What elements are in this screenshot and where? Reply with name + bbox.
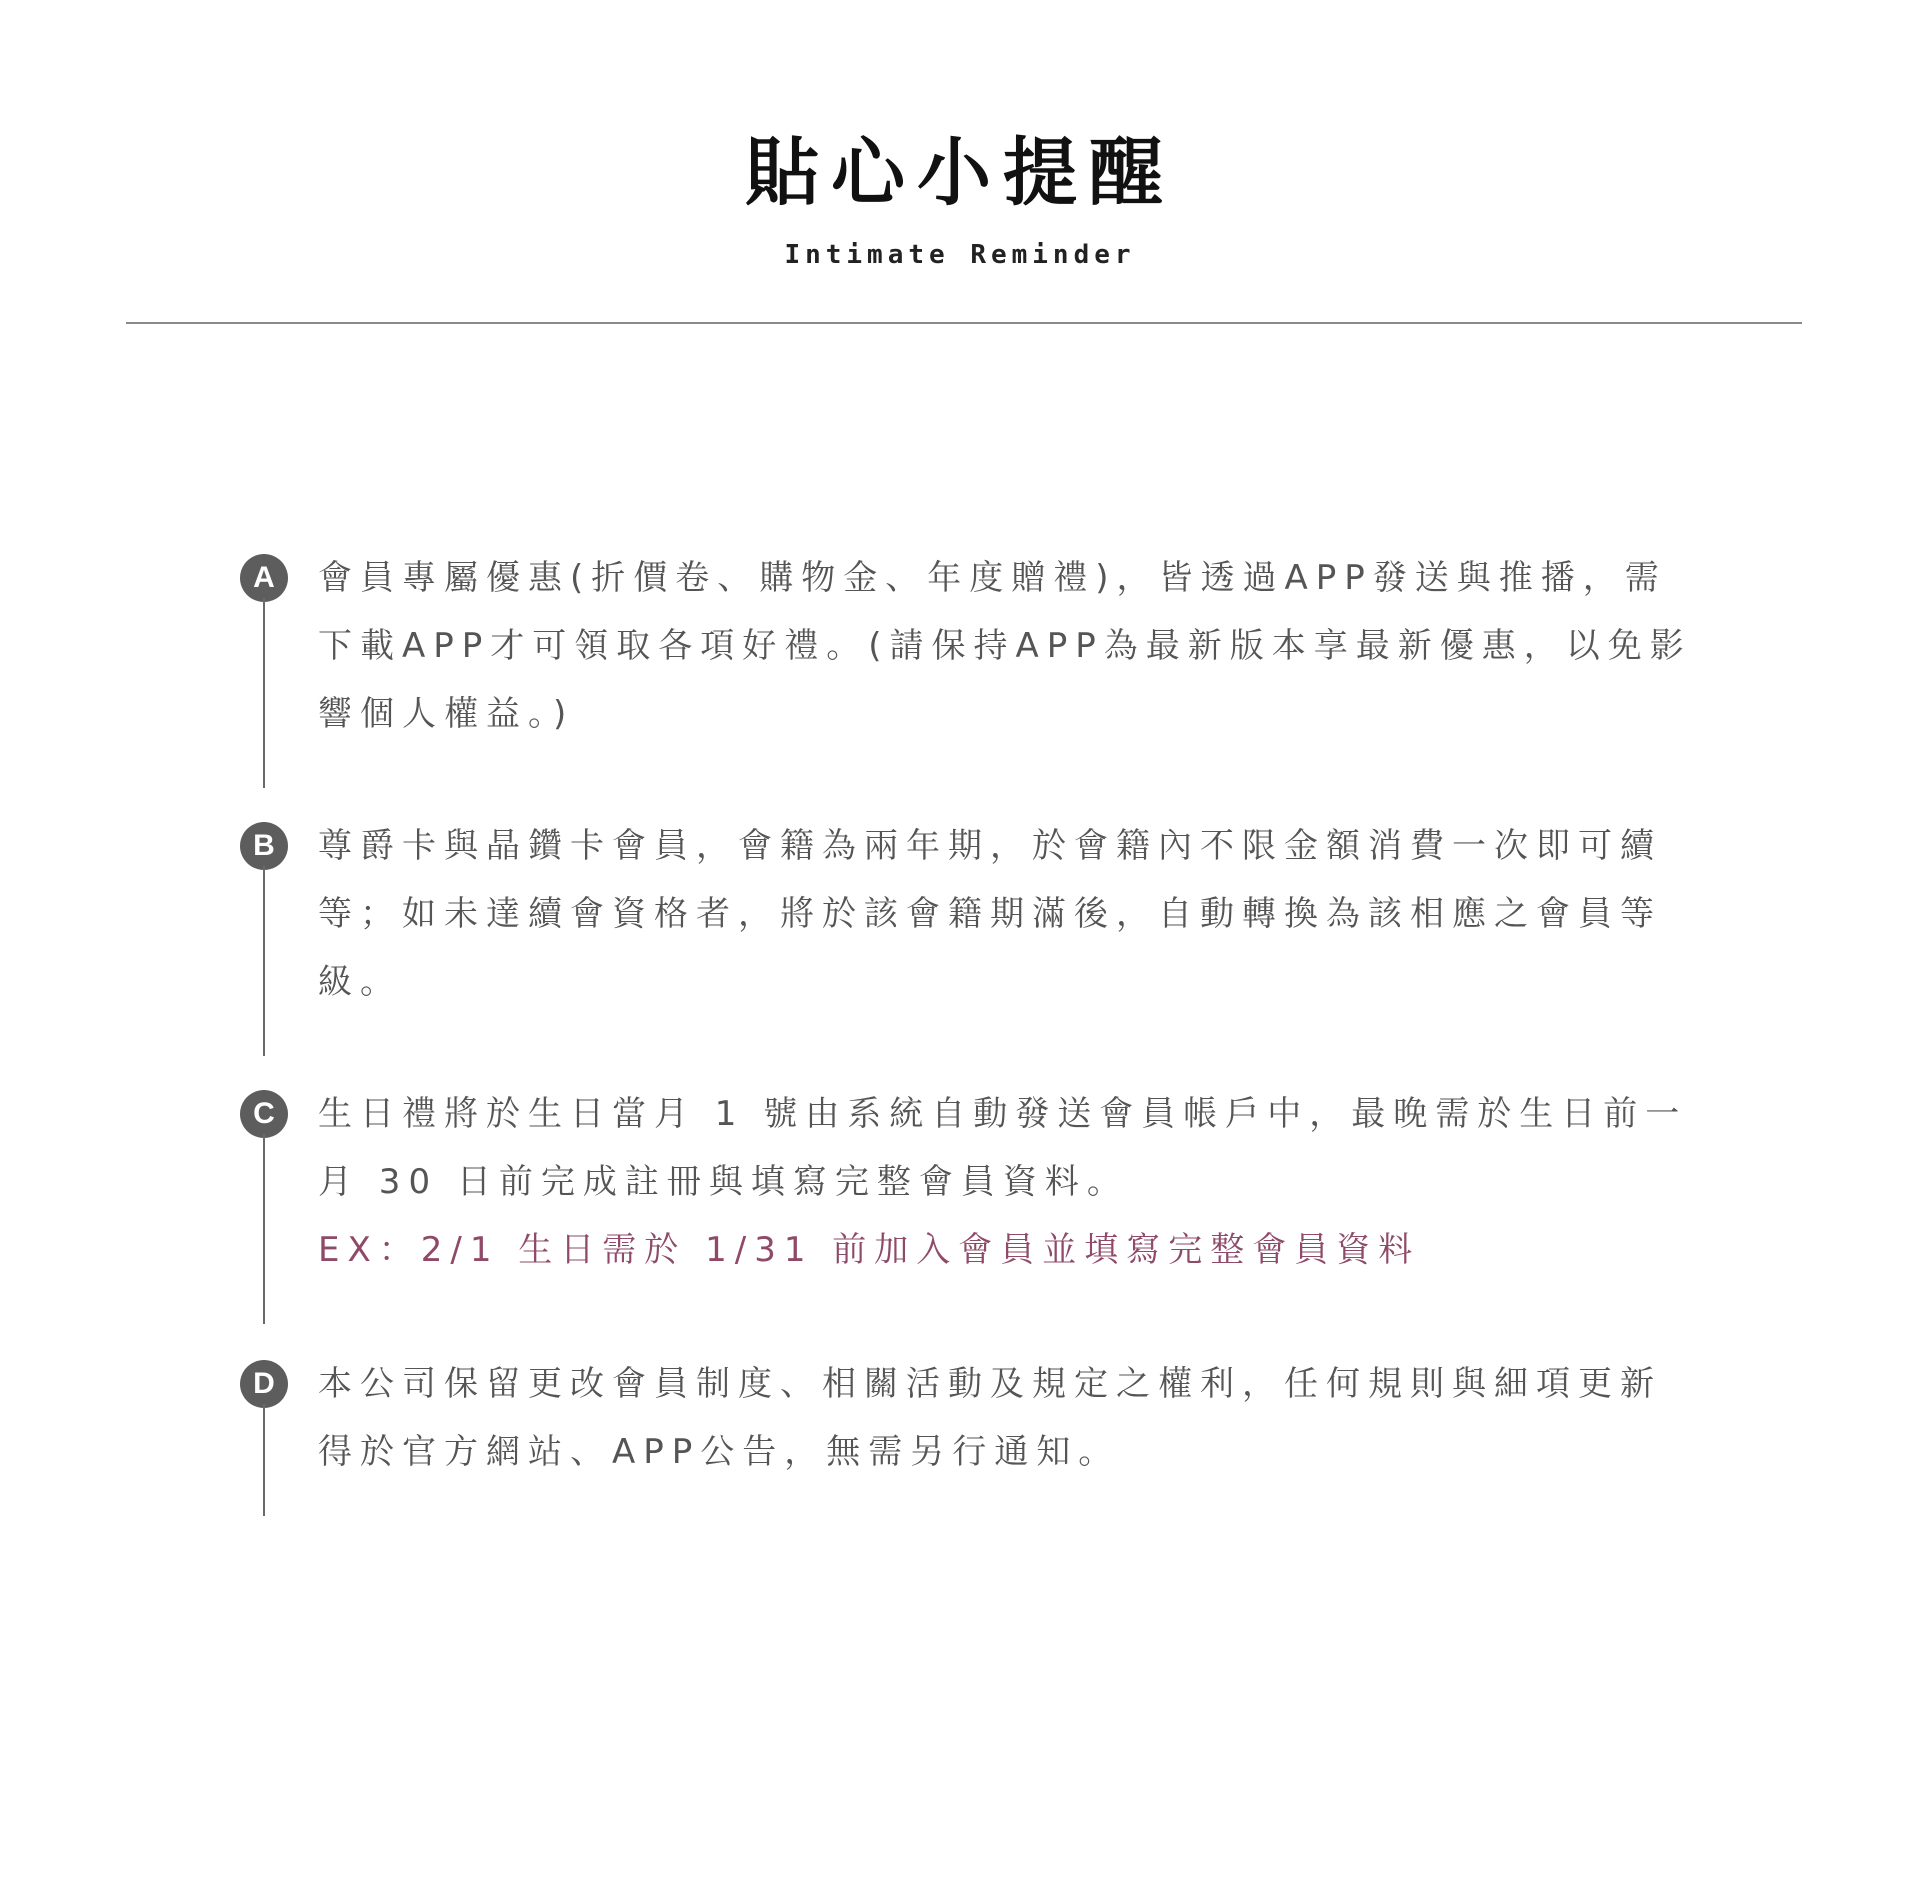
item-line-c bbox=[263, 1134, 265, 1324]
item-text-c-body: 生日禮將於生日當月 1 號由系統自動發送會員帳戶中，最晚需於生日前一月 30 日前完成註冊與填寫完整會員資料。 bbox=[318, 1094, 1688, 1202]
item-text-c-example: EX：2/1 生日需於 1/31 前加入會員並填寫完整會員資料 bbox=[318, 1230, 1421, 1270]
item-line-d bbox=[263, 1404, 265, 1516]
item-line-b bbox=[263, 866, 265, 1056]
item-badge-c: C bbox=[240, 1090, 288, 1138]
item-text-a bbox=[318, 544, 1698, 748]
header-divider bbox=[126, 322, 1802, 324]
item-text-d bbox=[318, 1350, 1698, 1486]
item-line-a bbox=[263, 598, 265, 788]
page-subtitle: Intimate Reminder bbox=[784, 240, 1136, 270]
item-text-d-body: 本公司保留更改會員制度、相關活動及規定之權利，任何規則與細項更新得於官方網站、APP公告，無需另行通知。 bbox=[318, 1364, 1662, 1472]
item-badge-b: B bbox=[240, 822, 288, 870]
item-text-b-body: 尊爵卡與晶鑽卡會員，會籍為兩年期，於會籍內不限金額消費一次即可續等；如未達續會資格者，將於該會籍期滿後，自動轉換為該相應之會員等級。 bbox=[318, 826, 1662, 1002]
item-badge-d: D bbox=[240, 1360, 288, 1408]
item-text-a-body: 會員專屬優惠(折價卷、購物金、年度贈禮)，皆透過APP發送與推播，需下載APP才可領取各項好禮。(請保持APP為最新版本享最新優惠，以免影響個人權益。) bbox=[318, 558, 1692, 734]
item-badge-a: A bbox=[240, 554, 288, 602]
item-text-c bbox=[318, 1080, 1698, 1284]
page-title: 貼心小提醒 bbox=[745, 130, 1175, 216]
item-text-b bbox=[318, 812, 1698, 1016]
